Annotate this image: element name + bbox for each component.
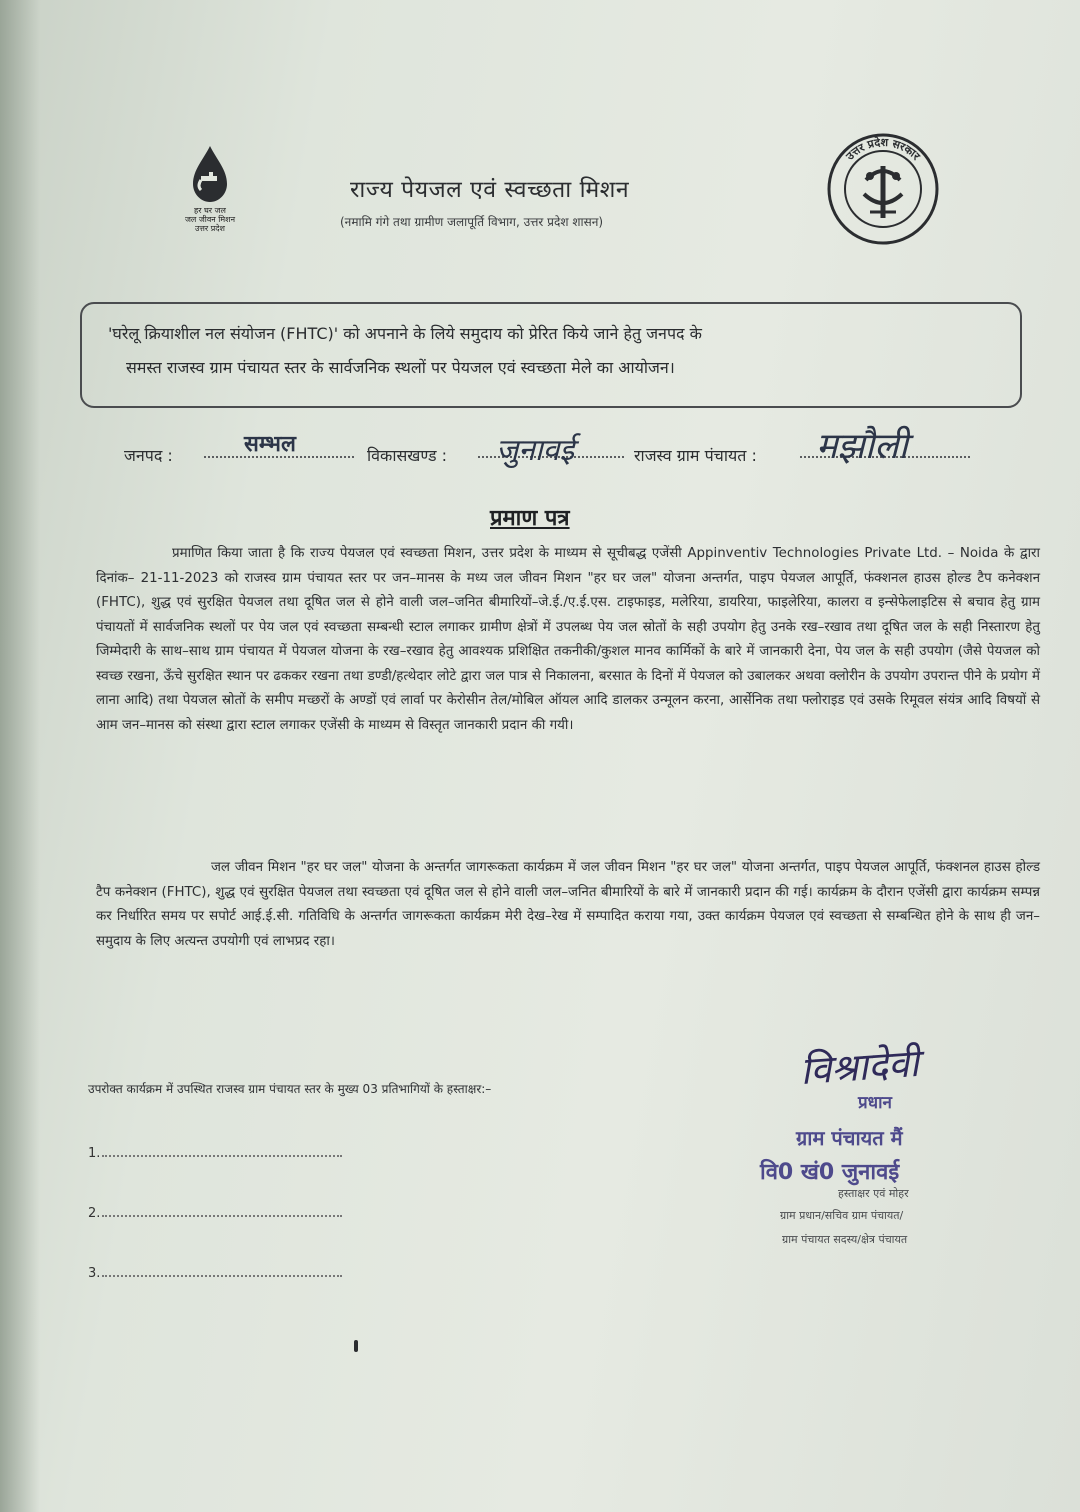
stamp-title: प्रधान — [858, 1093, 892, 1113]
event-title-box — [80, 302, 1022, 408]
seal-text: उत्तर प्रदेश सरकार — [843, 135, 923, 163]
participant-line-2 — [88, 1206, 342, 1221]
paper-shadow — [0, 0, 40, 1512]
logo-caption-2: जल जीवन मिशन — [184, 215, 236, 224]
logo-caption-3: उत्तर प्रदेश — [195, 224, 225, 233]
role-line-1: ग्राम प्रधान/सचिव ग्राम पंचायत/ — [780, 1209, 904, 1222]
stamp-line-1: ग्राम पंचायत मैं — [796, 1126, 903, 1150]
certificate-paragraph-2: जल जीवन मिशन "हर घर जल" योजना के अन्तर्गत जागरूकता कार्यक्रम में जल जीवन मिशन "हर घर जल" योजना अन्तर्गत, पाइप पेयजल आपूर्ति, फंक्शनल हाउस होल्ड टैप कनेक्शन (FHTC), शुद्ध एवं सुरक्षित पेयजल तथा स्वच्छता एवं दूषित जल से होने वाली जल–जनित बीमारियों के बारे में जानकारी प्रदान की गई। कार्यक्रम के दौरान एजेंसी द्वारा कार्यक्रम सम्पन्न कर निर्धारित समय पर सपोर्ट आई.ई.सी. गतिविधि के अन्तर्गत जागरूकता कार्यक्रम मेरी देख–रेख में सम्पादित कराया गया, उक्त कार्यक्रम पेयजल एवं स्वच्छता से सम्बन्धित होने के साथ ही जन–समुदाय के लिए अत्यन्त उपयोगी एवं लाभप्रद रहा। — [96, 860, 1040, 949]
up-government-seal — [826, 132, 940, 246]
district-value: सम्भल — [244, 432, 296, 457]
stamp-line-3: हस्ताक्षर एवं मोहर — [838, 1187, 909, 1200]
certificate-paragraph-1: प्रमाणित किया जाता है कि राज्य पेयजल एवं स्वच्छता मिशन, उत्तर प्रदेश के माध्यम से सूचीबद्ध एजेंसी Appinventiv Technologies Private Ltd. – Noida के द्वारा दिनांक– 21-11-2023 को राजस्व ग्राम पंचायत स्तर पर जन–मानस के मध्य जल जीवन मिशन "हर घर जल" योजना अन्तर्गत, पाइप पेयजल आपूर्ति, फंक्शनल हाउस होल्ड टैप कनेक्शन (FHTC), शुद्ध एवं सुरक्षित पेयजल तथा दूषित जल से होने वाली जल–जनित बीमारियों–जे.ई./ए.ई.एस. टाइफाइड, मलेरिया, डायरिया, फाइलेरिया, कालरा व इन्सेफेलाइटिस से बचाव हेतु ग्राम पंचायतों में सार्वजनिक स्थलों पर पेय जल एवं स्वच्छता सम्बन्धी स्टाल लगाकर ग्रामीण क्षेत्रों में उपलब्ध पेय जल स्रोतों के सही उपयोग हेतु उनके रख–रखाव तथा दूषित जल के सही निस्तारण हेतु जिम्मेदारी के साथ–साथ ग्राम पंचायत में पेयजल योजना के रख–रखाव हेतु आवश्यक प्रशिक्षित तकनीकी/कुशल मानव कार्मिकों के बारे में जानकारी देना, पेय जल के सही उपयोग (जैसे पेयजल को स्वच्छ रखना, ऊँचे सुरक्षित स्थान पर ढककर रखना तथा डण्डी/हत्थेदार लोटे द्वारा जल पात्र से निकालना, बरसात के दिनों में पेयजल को उबालकर अथवा क्लोरीन के उपयोग उपरान्त पीने के प्रयोग में लाना आदि) तथा पेयजल स्रोतों के समीप मच्छरों के अण्डों एवं लार्वा पर केरोसीन तेल/मोबिल ऑयल आदि डालकर उन्मूलन करना, आर्सेनिक तथा फ्लोराइड एवं उसके रिमूवल संयंत्र आदि विषयों से आम जन–मानस को संस्था द्वारा स्टाल लगाकर एजेंसी के माध्यम से विस्तृत जानकारी प्रदान की गयी। — [96, 546, 1040, 733]
participant-number: 1. — [88, 1146, 101, 1161]
pradhan-signature: विश्रादेवी — [798, 1040, 921, 1094]
event-title-line-1: 'घरेलू क्रियाशील नल संयोजन (FHTC)' को अपनाने के लिये समुदाय को प्रेरित किये जाने हेतु जनपद के — [108, 324, 702, 343]
panchayat-value: मझौली — [816, 426, 908, 467]
svg-text:उत्तर प्रदेश सरकार — [843, 135, 923, 164]
block-label: विकासखण्ड : — [367, 446, 448, 465]
participant-number: 3. — [88, 1266, 101, 1281]
certificate-heading: प्रमाण पत्र — [490, 506, 570, 531]
role-line-2: ग्राम पंचायत सदस्य/क्षेत्र पंचायत — [782, 1233, 908, 1246]
water-drop-icon — [165, 142, 255, 206]
page-subtitle: (नमामि गंगे तथा ग्रामीण जलापूर्ति विभाग, उत्तर प्रदेश शासन) — [340, 215, 604, 229]
event-title-line-2: समस्त राजस्व ग्राम पंचायत स्तर के सार्वजनिक स्थलों पर पेयजल एवं स्वच्छता मेले का आयोजन। — [126, 358, 675, 377]
participant-number: 2. — [88, 1206, 101, 1221]
attendance-text: उपरोक्त कार्यक्रम में उपस्थित राजस्व ग्राम पंचायत स्तर के मुख्य 03 प्रतिभागियों के हस्ताक्षर:– — [88, 1082, 492, 1096]
location-row — [0, 426, 1080, 480]
page-title: राज्य पेयजल एवं स्वच्छता मिशन — [350, 177, 630, 203]
block-value: जुनावई — [496, 433, 575, 468]
stamp-line-2: वि0 खं0 जुनावई — [760, 1160, 900, 1185]
participant-line-1 — [88, 1146, 342, 1161]
har-ghar-jal-logo — [165, 142, 255, 238]
ink-mark — [354, 1340, 358, 1352]
logo-caption-1: हर घर जल — [194, 206, 226, 215]
district-label: जनपद : — [124, 446, 173, 465]
participant-line-3 — [88, 1266, 342, 1281]
panchayat-label: राजस्व ग्राम पंचायत : — [634, 446, 757, 465]
